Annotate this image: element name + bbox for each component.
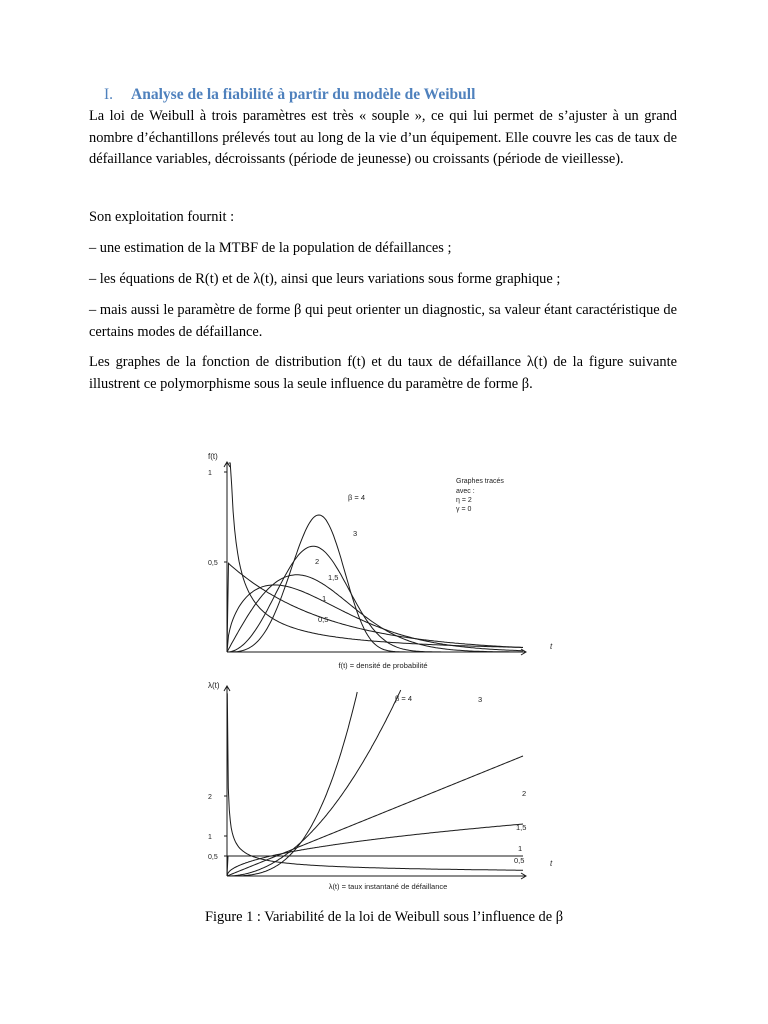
f-curve-label: 1,5 [328, 573, 339, 582]
lambda-curve-label: 0,5 [514, 856, 525, 865]
figure-caption: Figure 1 : Variabilité de la loi de Weibull sous l’influence de β [204, 909, 564, 925]
bullet-shape-parameter: – mais aussi le paramètre de forme β qui peut orienter un diagnostic, sa valeur étant caractéristique de certains modes de défaillance. [89, 302, 677, 340]
f-chart-title: f(t) = densité de probabilité [338, 661, 428, 670]
lambda-curve-beta-0-5 [227, 693, 523, 870]
f-y-axis-label: f(t) [208, 452, 218, 461]
f-curve-label: 1 [322, 594, 327, 603]
f-curve-label: 3 [353, 529, 358, 538]
section-heading [104, 86, 475, 104]
f-curve-beta-1 [227, 563, 523, 652]
weibull-figure [198, 452, 568, 900]
lambda-curve-label: 1,5 [516, 823, 527, 832]
section-number: I. [104, 86, 114, 103]
bullet-equations: – les équations de R(t) et de λ(t), ainsi que leurs variations sous forme graphique ; [89, 271, 561, 287]
f-y-tick-label: 0,5 [208, 560, 218, 567]
legend-title: Graphes tracés [456, 478, 504, 485]
weibull-figure-svg [198, 452, 568, 900]
paragraph-intro: La loi de Weibull à trois paramètres est très « souple », ce qui lui permet de s’ajuster à un grand nombre d’échantillons prélevés tout au long de la vie d’un équipement. Elle couvre les cas de taux de défaillance variables, décroissants (période de jeunesse) ou croissants (période de vieillesse). [89, 108, 677, 167]
f-curve-label: 0,5 [318, 615, 329, 624]
lambda-chart-title: λ(t) = taux instantané de défaillance [328, 882, 448, 891]
f-x-axis-label: t [550, 642, 553, 651]
lambda-y-axis-label: λ(t) [208, 681, 220, 690]
bullet-mtbf: – une estimation de la MTBF de la population de défaillances ; [89, 240, 452, 256]
legend-line: γ = 0 [456, 506, 472, 513]
lambda-curve-label: 1 [518, 844, 523, 853]
lambda-x-axis-label: t [550, 859, 553, 868]
paragraph-graphs: Les graphes de la fonction de distribution f(t) et du taux de défaillance λ(t) de la figure suivante illustrent ce polymorphisme sous la seule influence du paramètre de forme β. [89, 354, 677, 392]
legend-line: avec : [456, 488, 475, 495]
legend-line: η = 2 [456, 497, 472, 504]
f-curve-beta-2 [227, 575, 523, 652]
lambda-curve-label: β = 4 [395, 694, 413, 703]
lambda-curve-label: 3 [478, 695, 483, 704]
lambda-curve-beta-1 [227, 856, 523, 876]
f-curve-beta-3 [227, 546, 523, 652]
f-curve-beta-0-5 [229, 463, 523, 647]
lambda-y-tick-label: 2 [208, 794, 212, 801]
f-y-tick-label: 1 [208, 470, 212, 477]
f-curve-label: β = 4 [348, 493, 366, 502]
lambda-curve-beta-2 [227, 756, 523, 876]
lambda-curve-label: 2 [522, 789, 527, 798]
f-curve-label: 2 [315, 557, 320, 566]
lambda-y-tick-label: 1 [208, 834, 212, 841]
paragraph-exploitation: Son exploitation fournit : [89, 209, 235, 225]
section-title: Analyse de la fiabilité à partir du modèle de Weibull [131, 86, 476, 103]
lambda-curve-beta-4 [227, 692, 357, 876]
lambda-y-tick-label: 0,5 [208, 854, 218, 861]
